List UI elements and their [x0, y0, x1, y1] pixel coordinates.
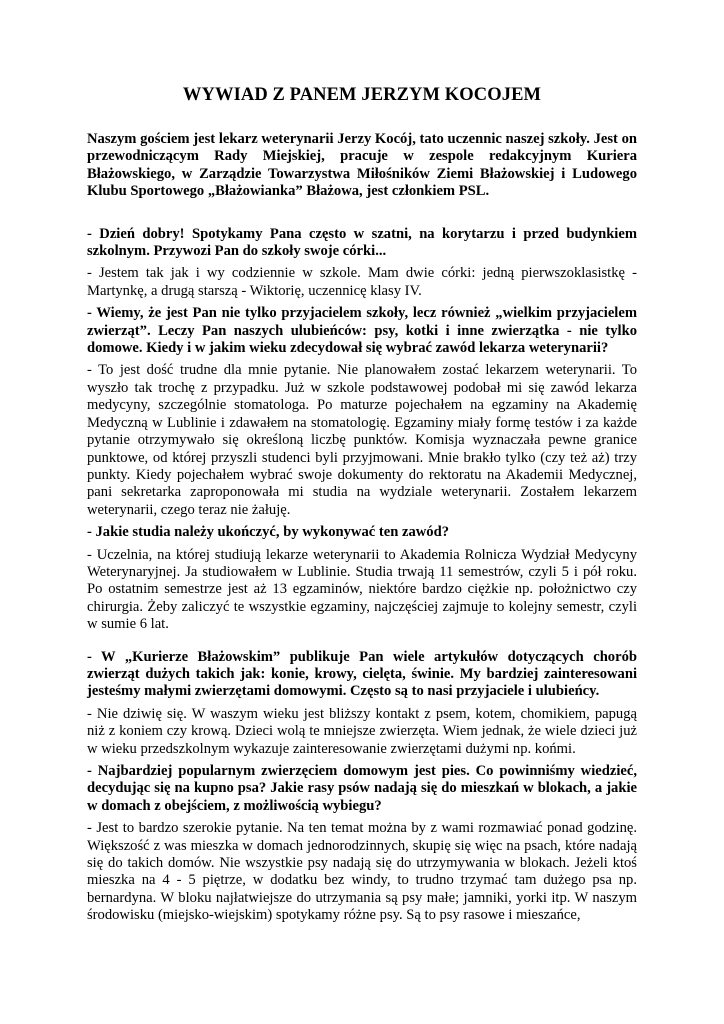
answer-paragraph: - To jest dość trudne dla mnie pytanie. Nie planowałem zostać lekarzem weterynarii. To wyszło tak trochę z przypadku. Już w szkole podstawowej podobał mi się zawód lekarza medycyny, szczególnie stomatologa. Po maturze pojechałem na egzaminy na Akademię Medyczną w Lublinie i zdawałem na stomatologię. Egzaminy miały formę testów i za każde pytanie otrzymywało się określoną liczbę punktów. Komisja wyznaczała pewne granice punktowe, od której przyszli studenci byli przyjmowani. Mnie brakło tylko (czy też aż) trzy punkty. Kiedy pojechałem wybrać swoje dokumenty do rektoratu na Akademii Medycznej, pani sekretarka zaproponowała mi studia na wydziale weterynarii. Zostałem lekarzem weterynarii, czego teraz nie żałuję.: [87, 362, 637, 518]
interview-body: [87, 226, 637, 925]
intro-paragraph: Naszym gościem jest lekarz weterynarii Jerzy Kocój, tato uczennic naszej szkoły. Jest on przewodniczącym Rady Miejskiej, pracuje w zespole redakcyjnym Kuriera Błażowskiego, w Zarządzie Towarzystwa Miłośników Ziemi Błażowskiej i Ludowego Klubu Sportowego „Błażowianka” Błażowa, jest członkiem PSL.: [87, 131, 637, 200]
question-paragraph: - W „Kurierze Błażowskim” publikuje Pan wiele artykułów dotyczących chorób zwierząt dużych takich jak: konie, krowy, cielęta, świnie. My bardziej zainteresowani jesteśmy małymi zwierzętami domowymi. Często są to nasi przyjaciele i ulubieńcy.: [87, 648, 637, 700]
question-paragraph: - Jakie studia należy ukończyć, by wykonywać ten zawód?: [87, 524, 450, 541]
question-paragraph: - Dzień dobry! Spotykamy Pana często w szatni, na korytarzu i przed budynkiem szkolnym. Przywozi Pan do szkoły swoje córki...: [87, 225, 637, 260]
answer-paragraph: - Uczelnia, na której studiują lekarze weterynarii to Akademia Rolnicza Wydział Medycyny Weterynaryjnej. Ja studiowałem w Lublinie. Studia trwają 11 semestrów, czyli 5 i pół roku. Po ostatnim semestrze jest aż 13 egzaminów, niektóre bardzo ciężkie np. położnictwo czy chirurgia. Żeby zaliczyć te wszystkie egzaminy, najczęściej zajmuje to kolejny semestr, czyli w sumie 6 lat.: [87, 546, 637, 633]
answer-paragraph: - Jest to bardzo szerokie pytanie. Na ten temat można by z wami rozmawiać ponad godzinę. Większość z was mieszka w domach jednorodzinnych, skupię się więc na psach, które nadają się do takich domów. Nie wszystkie psy nadają się do utrzymywania w blokach. Jeżeli ktoś mieszka na 4 - 5 piętrze, w dodatku bez windy, to trudno trzymać tam dużego psa np. bernardyna. W bloku najłatwiejsze do utrzymania są psy małe; jamniki, yorki itp. W naszym środowisku (miejsko-wiejskim) spotykamy różne psy. Są to psy rasowe i mieszańce,: [87, 820, 637, 924]
article-title: WYWIAD Z PANEM JERZYM KOCOJEM: [182, 85, 542, 105]
question-paragraph: - Najbardziej popularnym zwierzęciem domowym jest pies. Co powinniśmy wiedzieć, decydując się na kupno psa? Jakie rasy psów nadają się do mieszkań w blokach, a jakie w domach z obejściem, z możliwością wybiegu?: [87, 763, 637, 814]
answer-paragraph: - Jestem tak jak i wy codziennie w szkole. Mam dwie córki: jedną pierwszoklasistkę - Martynkę, a drugą starszą - Wiktorię, uczennicę klasy IV.: [87, 265, 637, 299]
answer-paragraph: - Nie dziwię się. W waszym wieku jest bliższy kontakt z psem, kotem, chomikiem, papugą niż z koniem czy krową. Dzieci wolą te mniejsze zwierzęta. Wiem jednak, że wiele dzieci już w wieku przedszkolnym wykazuje zainteresowanie zwierzętami dużymi np. końmi.: [87, 705, 637, 757]
question-paragraph: - Wiemy, że jest Pan nie tylko przyjacielem szkoły, lecz również „wielkim przyjacielem zwierząt”. Leczy Pan naszych ulubieńców: psy, kotki i inne zwierzątka - nie tylko domowe. Kiedy i w jakim wieku zdecydował się wybrać zawód lekarza weterynarii?: [87, 305, 637, 357]
